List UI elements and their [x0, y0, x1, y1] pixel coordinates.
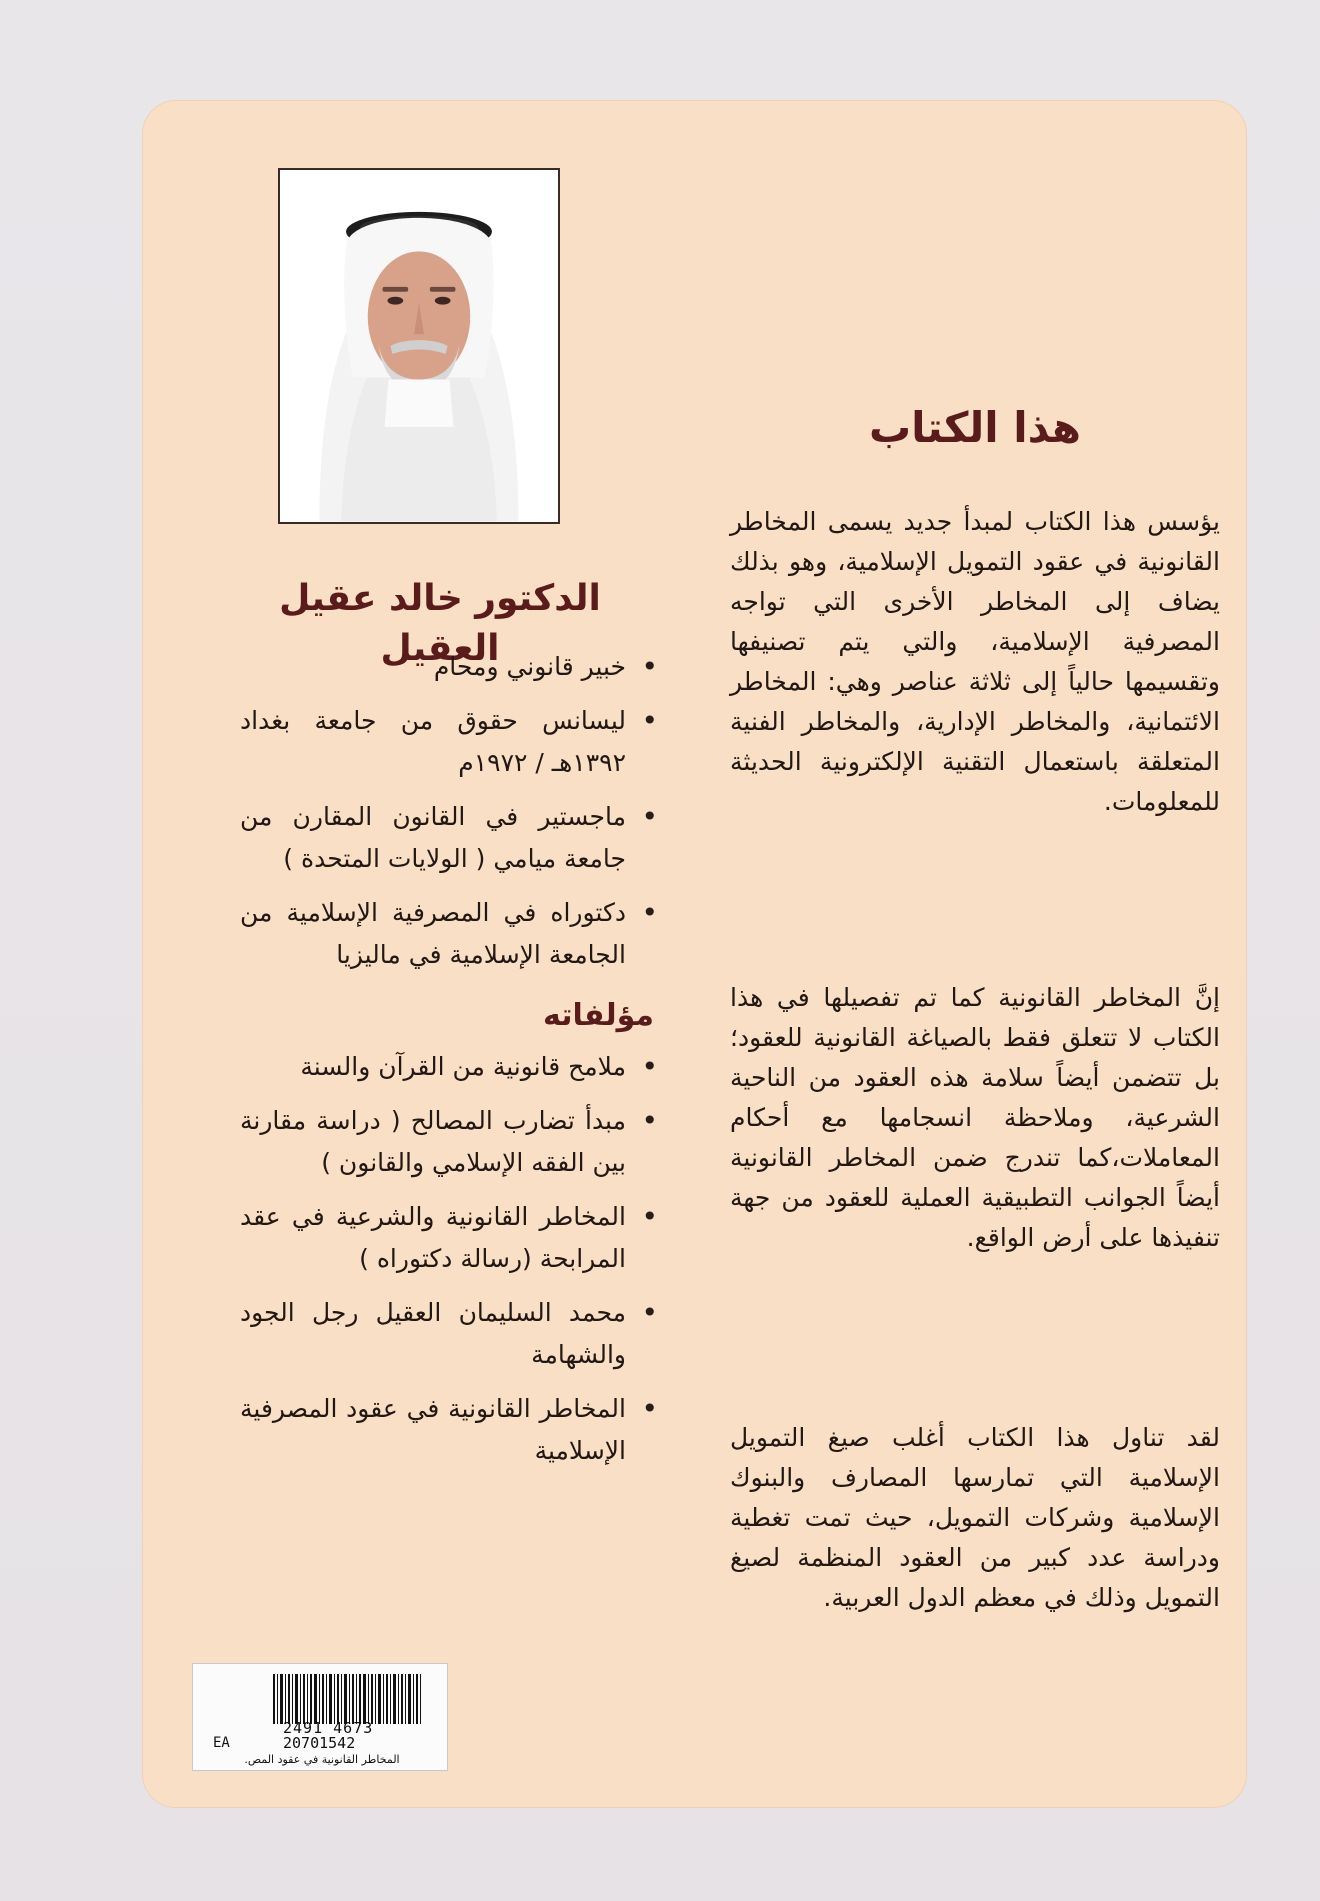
- list-item: • دكتوراه في المصرفية الإسلامية من الجامعة الإسلامية في ماليزيا: [240, 892, 660, 976]
- list-item: • المخاطر القانونية في عقود المصرفية الإسلامية: [240, 1388, 660, 1472]
- list-item: • خبير قانوني ومحام: [240, 646, 660, 688]
- list-item: • المخاطر القانونية والشرعية في عقد المرابحة (رسالة دكتوراه ): [240, 1196, 660, 1280]
- list-item: • ليسانس حقوق من جامعة بغداد ١٣٩٢هـ / ١٩٧٢م: [240, 700, 660, 784]
- list-item: • محمد السليمان العقيل رجل الجود والشهامة: [240, 1292, 660, 1376]
- book-paragraph-1: [730, 502, 1220, 822]
- book-paragraph-2: [730, 978, 1220, 1258]
- list-item: • ملامح قانونية من القرآن والسنة: [240, 1046, 660, 1088]
- barcode-title: المخاطر القانونية في عقود المص.: [244, 1753, 400, 1766]
- works-list: [240, 1046, 660, 1472]
- credentials-list: [240, 646, 660, 976]
- author-photo: [278, 168, 560, 524]
- barcode-sticker: [192, 1663, 448, 1771]
- book-paragraph-3: [730, 1418, 1220, 1618]
- works-heading: مؤلفاته: [543, 998, 654, 1033]
- barcode-prefix: EA: [213, 1735, 230, 1751]
- author-info: [240, 646, 660, 1484]
- paragraph-text: إنَّ المخاطر القانونية كما تم تفصيلها في هذا الكتاب لا تتعلق فقط بالصياغة القانونية للعقود؛ بل تتضمن أيضاً سلامة هذه العقود من الناحية الشرعية، وملاحظة انسجامها مع أحكام المعاملات،كما تندرج ضمن المخاطر القانونية أيضاً الجوانب التطبيقية العملية للعقود من جهة تنفيذها على أرض الواقع.: [730, 983, 1220, 1252]
- book-section-heading: هذا الكتاب: [868, 403, 1082, 452]
- list-item: • ماجستير في القانون المقارن من جامعة ميامي ( الولايات المتحدة ): [240, 796, 660, 880]
- barcode-icon: [273, 1674, 423, 1724]
- paragraph-text: لقد تناول هذا الكتاب أغلب صيغ التمويل الإسلامية التي تمارسها المصارف والبنوك الإسلامية وشركات التمويل، حيث تمت تغطية ودراسة عدد كبير من العقود المنظمة لصيغ التمويل وذلك في معظم الدول العربية.: [730, 1423, 1220, 1612]
- author-name: الدكتور خالد عقيل العقيل: [279, 578, 601, 669]
- paragraph-text: يؤسس هذا الكتاب لمبدأ جديد يسمى المخاطر القانونية في عقود التمويل الإسلامية، وهو بذلك يضاف إلى المخاطر الأخرى التي تواجه المصرفية الإسلامية، والتي يتم تصنيفها وتقسيمها حالياً إلى ثلاثة عناصر وهي: المخاطر الائتمانية، والمخاطر الإدارية، والمخاطر الفنية المتعلقة باستعمال التقنية الإلكترونية الحديثة للمعلومات.: [730, 507, 1220, 816]
- barcode-code: 20701542: [283, 1734, 356, 1752]
- list-item: • مبدأ تضارب المصالح ( دراسة مقارنة بين الفقه الإسلامي والقانون ): [240, 1100, 660, 1184]
- barcode-number: 2491 4673: [283, 1719, 374, 1737]
